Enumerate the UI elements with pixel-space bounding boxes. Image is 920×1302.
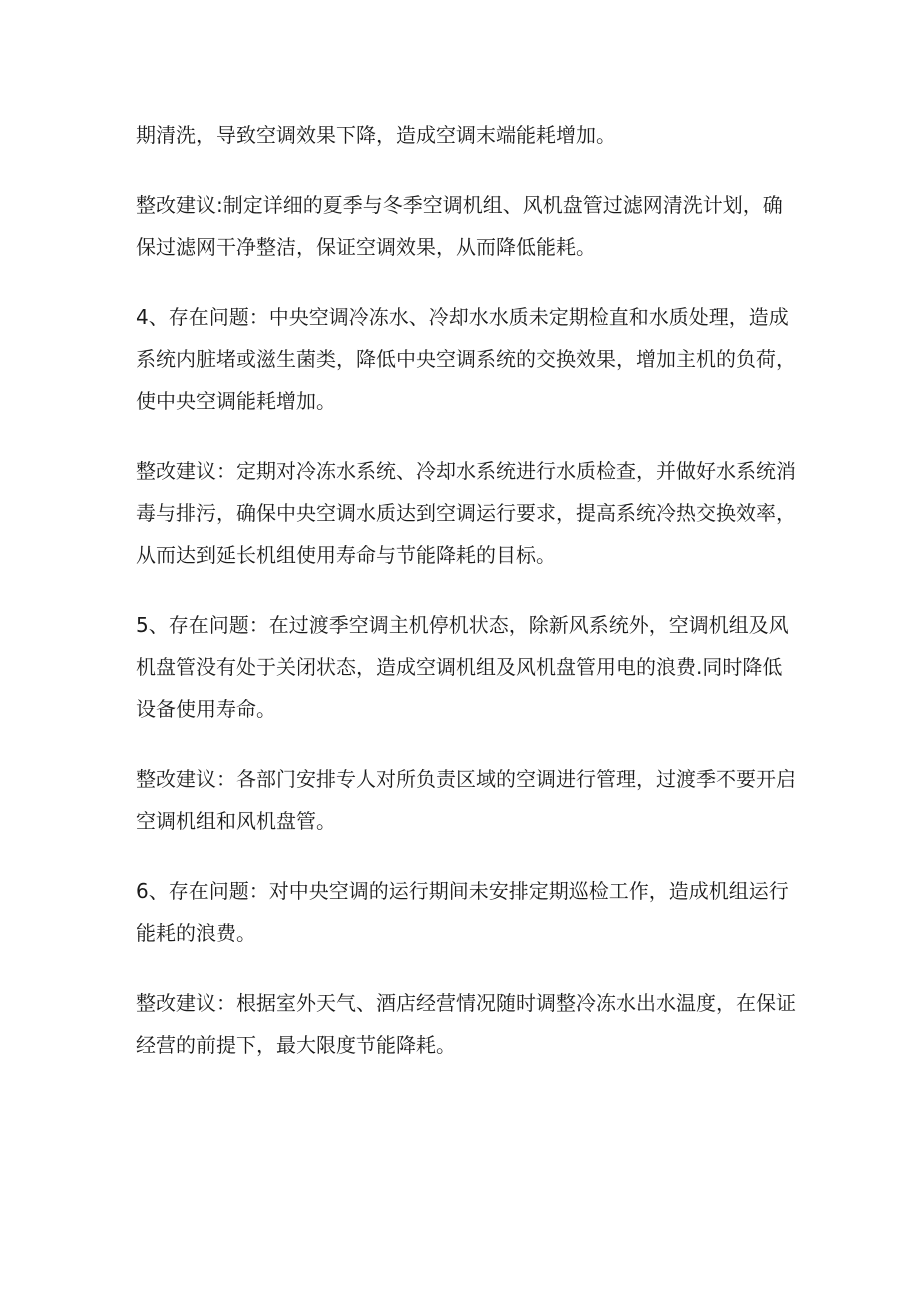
paragraph-recommendation-6: 整改建议：根据室外天气、酒店经营情况随时调整冷冻水出水温度，在保证经营的前提下，最大限度节能降耗。 xyxy=(136,991,796,1057)
paragraph-continuation: 期清洗，导致空调效果下降，造成空调末端能耗增加。 xyxy=(136,123,616,147)
paragraph-issue-4: 4、存在问题：中央空调冷冻水、冷却水水质未定期检直和水质处理，造成系统内脏堵或滋生菌类，降低中央空调系统的交换效果，增加主机的负荷，使中央空调能耗增加。 xyxy=(136,305,796,413)
paragraph-issue-5: 5、存在问题：在过渡季空调主机停机状态，除新风系统外，空调机组及风机盘管没有处于关闭状态，造成空调机组及风机盘管用电的浪费.同时降低设备使用寿命。 xyxy=(136,613,789,721)
paragraph-recommendation-5: 整改建议：各部门安排专人对所负责区域的空调进行管理，过渡季不要开启空调机组和风机盘管。 xyxy=(136,767,796,833)
paragraph-issue-6: 6、存在问题：对中央空调的运行期间未安排定期巡检工作，造成机组运行能耗的浪费。 xyxy=(136,879,789,945)
paragraph-recommendation-4: 整改建议：定期对冷冻水系统、冷却水系统进行水质检查，并做好水系统消毒与排污，确保中央空调水质达到空调运行要求，提高系统冷热交换效率，从而达到延长机组使用寿命与节能降耗的目标。 xyxy=(136,459,796,567)
paragraph-recommendation-filter: 整改建议:制定详细的夏季与冬季空调机组、风机盘管过滤网清洗计划，确保过滤网干净整洁，保证空调效果，从而降低能耗。 xyxy=(136,193,783,259)
document-body xyxy=(136,114,796,1066)
